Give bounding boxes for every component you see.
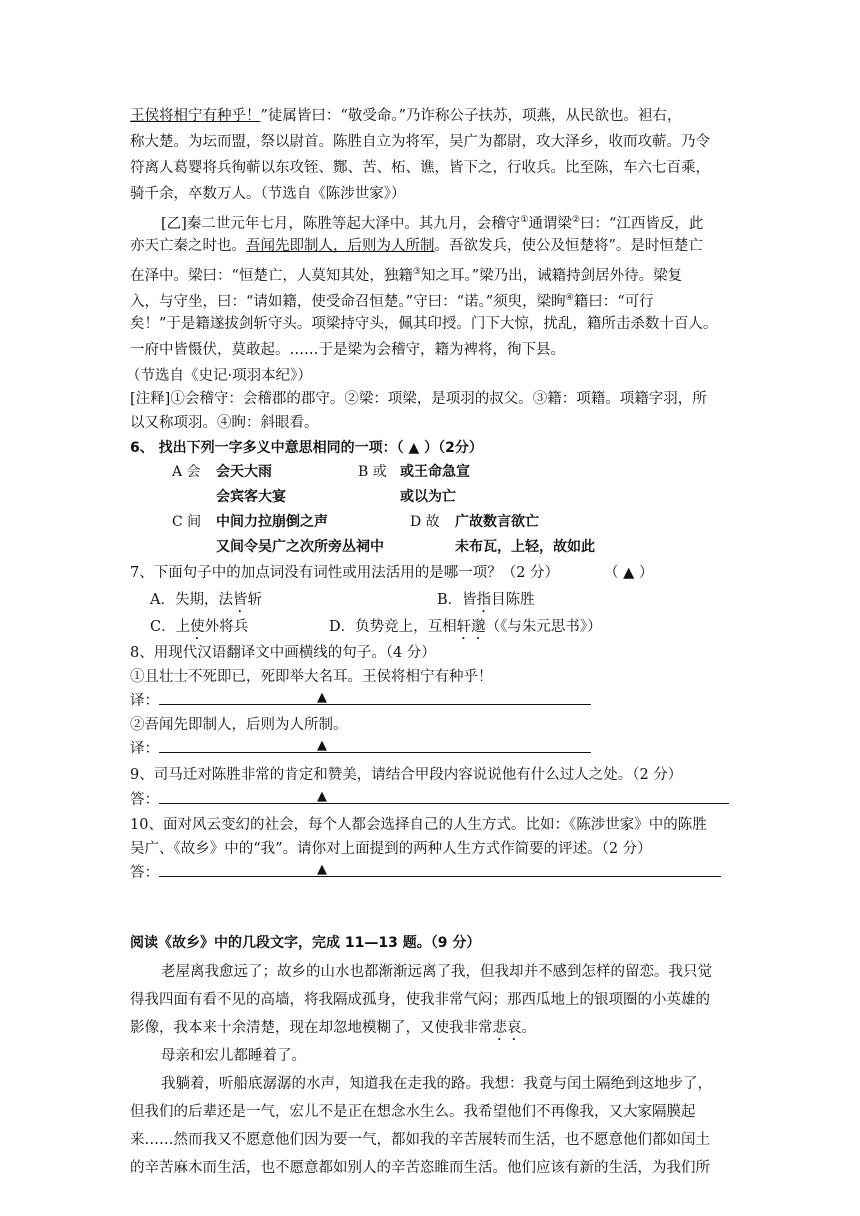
q6-option-c-label: C 间 (172, 514, 202, 530)
text: 影像，我本来十余清楚，现在却忽地模糊了，又使我非常 (130, 1020, 493, 1036)
annotation-line-1: [注释]①会稽守：会稽郡的郡守。②梁：项梁，是项羽的叔父。③籍：项籍。项籍字羽，所 (130, 391, 707, 407)
story-p3-line-3: 来……然而我又不愿意他们因为要一气，都如我的辛苦展转而生活，也不愿意他们都如闰土 (130, 1132, 710, 1148)
text: 斩 (247, 592, 262, 608)
text: B．皆 (437, 592, 477, 608)
triangle-marker-icon: ▲ (317, 690, 327, 705)
q6-option-b-1: 或王命急宣 (400, 464, 470, 480)
text: 。 (521, 1020, 536, 1036)
question-9-stem: 9、司马迁对陈胜非常的肯定和赞美，请结合甲段内容说说他有什么过人之处。（2 分） (130, 767, 683, 783)
footnote-mark: ② (571, 215, 580, 225)
story-p3-line-2: 但我们的后辈还是一气，宏儿不是正在想念水生么。我希望他们不再像我，又大家隔膜起 (130, 1104, 696, 1120)
q6-option-b-2: 或以为亡 (400, 489, 456, 505)
underlined-sentence: 王侯将相宁有种乎！ (130, 108, 261, 124)
q9-answer-row (130, 790, 729, 810)
text: C．上 (150, 619, 191, 635)
answer-label: 答： (130, 792, 159, 808)
triangle-marker-icon: ▲ (317, 738, 327, 753)
underlined-sentence: 吾闻先即制人，后则为人所制 (246, 238, 435, 254)
q6-option-a-1: 会天大雨 (216, 464, 272, 480)
story-p1-line-1: 老屋离我愈远了；故乡的山水也都渐渐远离了我，但我却并不感到怎样的留恋。我只觉 (161, 964, 712, 980)
text: 知之耳。”梁乃出，诫籍持剑居外待。梁复 (421, 267, 683, 284)
footnote-mark: ① (520, 215, 529, 225)
q6-option-c-2: 又间令吴广之次所旁丛祠中 (216, 539, 384, 555)
q6-option-d-2: 未布瓦，上轻，故如此 (455, 539, 595, 555)
q8-sentence-2: ②吾闻先即制人，后则为人所制。 (130, 717, 348, 733)
question-8-stem: 8、用现代汉语翻译文中画横线的句子。（4 分） (130, 645, 436, 661)
passage-jia-line-2: 称大楚。为坛而盟，祭以尉首。陈胜自立为将军，吴广为都尉，攻大泽乡，收而攻蕲。乃令 (130, 134, 710, 150)
text: ”徒属皆曰：“敬受命。”乃诈称公子扶苏，项燕，从民欲也。袒右， (260, 108, 682, 124)
q6-option-c-1: 中间力拉崩倒之声 (216, 514, 328, 530)
passage-jia-line-3: 符离人葛婴将兵徇蕲以东攻铚、酂、苦、柘、谯，皆下之，行收兵。比至陈，车六七百乘， (130, 160, 710, 176)
text: 通谓梁 (528, 215, 572, 232)
text: 。吾欲发兵，使公及恒楚将”。是时恒楚亡 (434, 238, 703, 254)
q6-option-d-label: D 故 (410, 514, 440, 530)
answer-label: 答： (130, 865, 159, 881)
dotted-word: 悲哀 (492, 1020, 522, 1036)
q6-option-b-label: B 或 (358, 464, 387, 480)
text: 曰：“江西皆反，此 (579, 215, 704, 232)
story-p2: 母亲和宏儿都睡着了。 (161, 1048, 306, 1064)
passage-yi-line-1 (161, 210, 703, 234)
passage-jia-line-4: 骑千余，卒数万人。（节选自《陈涉世家》） (130, 186, 406, 202)
source-citation: （节选自《史记·项羽本纪》） (126, 368, 312, 384)
footnote-mark: ③ (412, 267, 421, 277)
answer-label: 译： (130, 741, 159, 757)
answer-line[interactable] (159, 864, 721, 877)
text: A．失期，法 (150, 592, 233, 608)
text: 入，与守坐，曰：“请如籍，使受命召恒楚。”守曰：“诺。”须臾，梁眴 (130, 293, 566, 310)
dotted-word: 指 (476, 592, 492, 608)
q7-option-d (329, 617, 602, 643)
passage-jia-line-1 (130, 106, 682, 126)
text: 目陈胜 (491, 592, 535, 608)
q6-option-d-1: 广故数言欲亡 (455, 514, 539, 530)
q7-option-c (150, 617, 248, 643)
story-p3-line-4: 的辛苦麻木而生活，也不愿意都如别人的辛苦恣睢而生活。他们应该有新的生活，为我们所 (130, 1160, 710, 1176)
q8-answer-row-2 (130, 739, 591, 759)
question-7-stem: 7、下面句子中的加点词没有词性或用法活用的是哪一项？（2 分） (130, 565, 560, 581)
q8-answer-row-1 (130, 691, 591, 711)
triangle-marker-icon: ▲ (317, 862, 327, 877)
text: 在泽中。梁曰：“恒楚亡，人莫知其处，独籍 (130, 267, 413, 284)
story-p1-line-2: 得我四面有看不见的高墙，将我隔成孤身，使我非常气闷；那西瓜地上的银项圈的小英雄的 (130, 992, 710, 1008)
question-10-stem-1: 10、面对风云变幻的社会，每个人都会选择自己的人生方式。比如：《陈涉世家》中的陈胜 (130, 817, 707, 833)
q7-option-b (437, 590, 535, 616)
dotted-word: 轩邈 (456, 619, 486, 635)
answer-line[interactable] (159, 740, 591, 753)
passage-yi-line-4 (130, 288, 654, 312)
q6-option-a-2: 会宾客大宴 (216, 489, 286, 505)
story-p3-line-1: 我躺着，听船底潺潺的水声，知道我在走我的路。我想：我竟与闰土隔绝到这地步了， (161, 1076, 712, 1092)
q6-option-a-label: A 会 (172, 464, 201, 480)
q7-option-a (150, 590, 262, 616)
text: 亦天亡秦之时也。 (130, 238, 246, 254)
section-heading: 阅读《故乡》中的几段文字，完成 11—13 题。（9 分） (130, 935, 481, 951)
passage-yi-line-5: 矣！”于是籍遂拔剑斩守头。项梁持守头，佩其印授。门下大惊，扰乱，籍所击杀数十百人。 (130, 316, 718, 332)
question-6-stem: 6、 找出下列一字多义中意思相同的一项：（ ▲ ）（2分） (130, 440, 483, 456)
footnote-mark: ④ (565, 293, 574, 303)
answer-line[interactable] (159, 791, 729, 804)
text: 外将兵 (204, 619, 249, 635)
text: 籍曰：“可行 (573, 293, 654, 310)
q8-sentence-1: ①且壮士不死即已，死即举大名耳。王侯将相宁有种乎！ (130, 669, 493, 685)
answer-bracket: （ ▲ ） (604, 565, 654, 581)
q10-answer-row (130, 863, 721, 883)
passage-yi-line-2 (130, 236, 703, 256)
answer-line[interactable] (159, 692, 591, 705)
passage-yi-line-6: 一府中皆慑伏，莫敢起。……于是梁为会稽守，籍为裨将，徇下县。 (130, 342, 565, 358)
text: D．负势竞上，互相 (329, 619, 457, 635)
passage-yi-line-3 (130, 262, 682, 286)
answer-label: 译： (130, 693, 159, 709)
triangle-marker-icon: ▲ (317, 789, 327, 804)
annotation-line-2: 以又称项羽。④眴：斜眼看。 (130, 415, 319, 431)
story-p1-line-3 (130, 1018, 536, 1044)
text: [乙]秦二世元年七月，陈胜等起大泽中。其九月，会稽守 (161, 215, 521, 232)
dotted-word: 皆 (232, 592, 248, 608)
dotted-word: 使 (190, 619, 205, 635)
question-10-stem-2: 吴广、《故乡》中的“我”。请你对上面提到的两种人生方式作简要的评述。（2 分） (130, 841, 652, 857)
text: （《与朱元思书》） (485, 619, 602, 635)
